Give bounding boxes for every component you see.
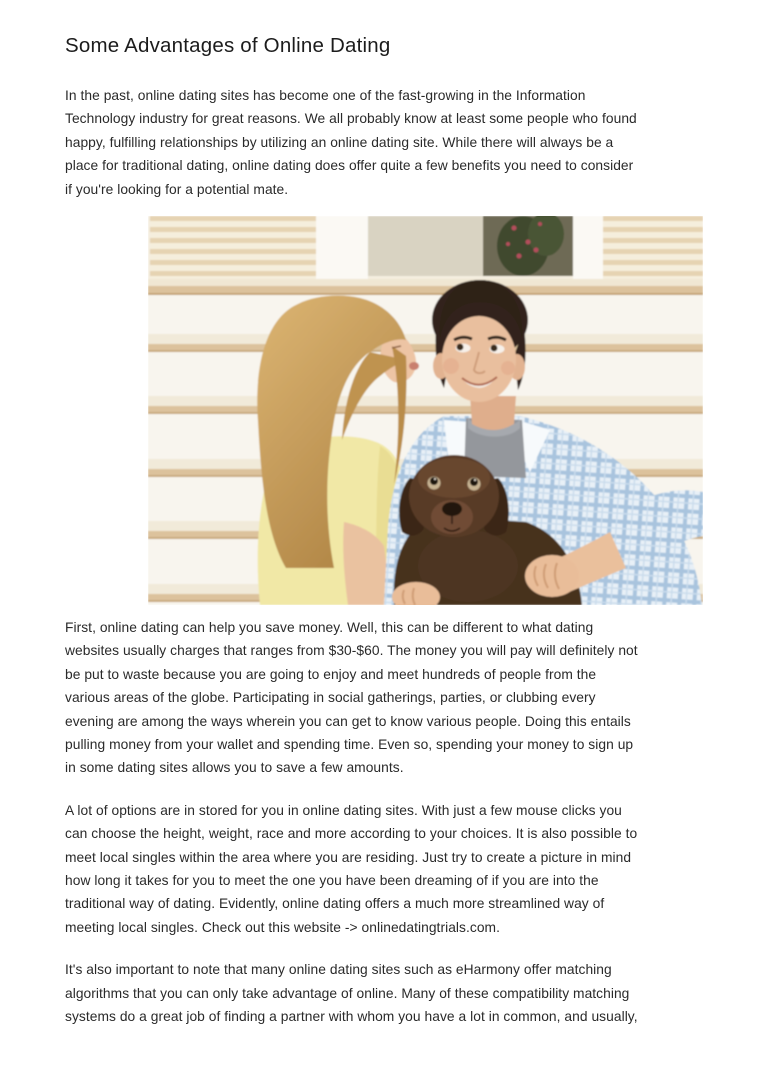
text-line: how long it takes for you to meet the one you have been dreaming of if you are into the (65, 873, 599, 889)
couple-photo (148, 216, 703, 605)
paragraph (65, 616, 638, 780)
text-line: traditional way of dating. Evidently, online dating offers a much more streamlined way of (65, 896, 605, 912)
text-line: place for traditional dating, online dating does offer quite a few benefits you need to consider (65, 158, 634, 174)
body-paragraphs (65, 616, 638, 1048)
text-line: pulling money from your wallet and spending time. Even so, spending your money to sign up (65, 737, 634, 753)
intro-paragraph (65, 84, 637, 201)
text-line: A lot of options are in stored for you in online dating sites. With just a few mouse clicks you (65, 802, 622, 818)
text-line: meeting local singles. Check out this website -> onlinedatingtrials.com. (65, 919, 500, 935)
text-line: various areas of the globe. Participating in social gatherings, parties, or clubbing every (65, 690, 596, 706)
text-line: algorithms that you can only take advantage of online. Many of these compatibility matching (65, 985, 630, 1001)
text-line: happy, fulfilling relationships by utilizing an online dating site. While there will always be a (65, 134, 614, 150)
text-line: if you're looking for a potential mate. (65, 181, 289, 197)
text-line: In the past, online dating sites has become one of the fast-growing in the Information (65, 88, 586, 103)
paragraph (65, 958, 638, 1028)
text-line: First, online dating can help you save money. Well, this can be different to what dating (65, 620, 594, 635)
couple-photo-illustration (148, 216, 703, 605)
text-line: systems do a great job of finding a partner with whom you have a lot in common, and usually, (65, 1009, 638, 1025)
text-line: meet local singles within the area where you are residing. Just try to create a picture in mind (65, 849, 632, 865)
text-line: in some dating sites allows you to save a few amounts. (65, 760, 404, 776)
page-title: Some Advantages of Online Dating (65, 34, 391, 57)
text-line: evening are among the ways wherein you can get to know various people. Doing this entails (65, 713, 631, 729)
paragraph (65, 799, 638, 939)
text-line: It's also important to note that many online dating sites such as eHarmony offer matching (65, 962, 612, 978)
text-line: Technology industry for great reasons. We all probably know at least some people who found (65, 111, 637, 127)
text-line: can choose the height, weight, race and more according to your choices. It is also possible to (65, 826, 638, 842)
text-line: websites usually charges that ranges from $30-$60. The money you will pay will definitely not (65, 643, 638, 659)
text-line: be put to waste because you are going to enjoy and meet hundreds of people from the (65, 666, 597, 682)
